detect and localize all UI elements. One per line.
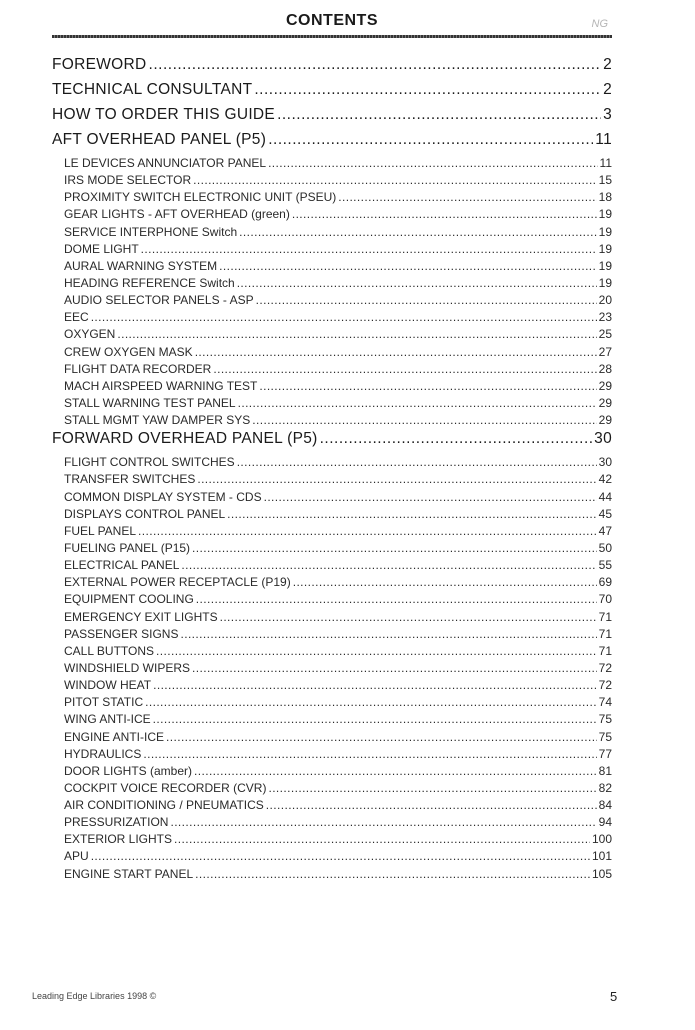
toc-entry-page: 71 bbox=[598, 643, 612, 658]
toc-entry bbox=[52, 455, 612, 472]
toc-entry-title: TRANSFER SWITCHES bbox=[64, 472, 196, 487]
dot-leader bbox=[138, 524, 597, 538]
header-rule bbox=[52, 35, 612, 38]
toc-entry-page: 11 bbox=[599, 156, 612, 170]
toc-entry-title: OXYGEN bbox=[64, 327, 116, 342]
toc-entry bbox=[52, 558, 612, 575]
toc-entry bbox=[52, 379, 612, 396]
dot-leader bbox=[292, 207, 597, 221]
dot-leader bbox=[196, 592, 597, 606]
toc-entry bbox=[52, 747, 612, 764]
toc-entry-page: 75 bbox=[598, 729, 612, 744]
dot-leader bbox=[268, 781, 596, 795]
dot-leader bbox=[180, 627, 596, 641]
toc-entry-page: 72 bbox=[598, 678, 612, 693]
dot-leader bbox=[213, 362, 596, 376]
toc-entry-title: HEADING REFERENCE Switch bbox=[64, 275, 235, 290]
toc-entry bbox=[52, 207, 612, 224]
dot-leader bbox=[117, 327, 596, 341]
dot-leader bbox=[195, 345, 597, 359]
toc-entry bbox=[52, 276, 612, 293]
toc-entry-title: COCKPIT VOICE RECORDER (CVR) bbox=[64, 780, 267, 795]
toc-entry-title: EXTERIOR LIGHTS bbox=[64, 832, 173, 847]
toc-entry-title: FORWARD OVERHEAD PANEL (P5) bbox=[52, 430, 318, 448]
toc-entry-title: FLIGHT DATA RECORDER bbox=[64, 361, 212, 376]
toc-entry-title: DOME LIGHT bbox=[64, 241, 139, 256]
dot-leader bbox=[219, 259, 597, 273]
toc-entry-title: AURAL WARNING SYSTEM bbox=[64, 258, 218, 273]
toc-entry bbox=[52, 644, 612, 661]
toc-entry bbox=[52, 327, 612, 344]
toc-entry-page: 29 bbox=[598, 413, 612, 428]
toc-entry-title: AIR CONDITIONING / PNEUMATICS bbox=[64, 798, 264, 813]
toc-entry-title: SERVICE INTERPHONE Switch bbox=[64, 224, 238, 239]
toc-entry bbox=[52, 849, 612, 866]
toc-entry-page: 44 bbox=[598, 489, 612, 504]
dot-leader bbox=[293, 575, 597, 589]
toc-entry-title: EMERGENCY EXIT LIGHTS bbox=[64, 609, 218, 624]
table-of-contents bbox=[52, 56, 612, 884]
dot-leader bbox=[192, 661, 597, 675]
toc-entry bbox=[52, 362, 612, 379]
dot-leader bbox=[153, 678, 597, 692]
toc-entry-title: PROXIMITY SWITCH ELECTRONIC UNIT (PSEU) bbox=[64, 190, 337, 205]
toc-entry bbox=[52, 310, 612, 327]
toc-entry bbox=[52, 764, 612, 781]
toc-entry-page: 75 bbox=[598, 712, 612, 727]
toc-entry-title: CREW OXYGEN MASK bbox=[64, 344, 193, 359]
toc-entry-page: 20 bbox=[598, 293, 612, 308]
dot-leader bbox=[268, 156, 597, 170]
toc-entry-title: DOOR LIGHTS (amber) bbox=[64, 763, 193, 778]
toc-entry bbox=[52, 661, 612, 678]
toc-entry-page: 100 bbox=[591, 832, 612, 847]
toc-entry bbox=[52, 345, 612, 362]
dot-leader bbox=[237, 455, 597, 469]
toc-entry-page: 81 bbox=[598, 763, 612, 778]
toc-section bbox=[52, 131, 612, 156]
dot-leader bbox=[145, 695, 597, 709]
toc-entry bbox=[52, 815, 612, 832]
toc-entry bbox=[52, 678, 612, 695]
toc-entry bbox=[52, 798, 612, 815]
toc-entry bbox=[52, 293, 612, 310]
toc-entry-title: STALL MGMT YAW DAMPER SYS bbox=[64, 413, 251, 428]
toc-entry bbox=[52, 396, 612, 413]
dot-leader bbox=[252, 413, 596, 427]
toc-section bbox=[52, 106, 612, 131]
toc-entry-title: LE DEVICES ANNUNCIATOR PANEL bbox=[64, 156, 267, 170]
toc-entry-page: 71 bbox=[598, 626, 612, 641]
toc-entry-title: WINDOW HEAT bbox=[64, 678, 152, 693]
toc-entry-title: STALL WARNING TEST PANEL bbox=[64, 395, 236, 410]
dot-leader bbox=[141, 242, 597, 256]
dot-leader bbox=[143, 747, 596, 761]
toc-entry-title: HOW TO ORDER THIS GUIDE bbox=[52, 106, 276, 123]
toc-entry bbox=[52, 173, 612, 190]
toc-entry-page: 71 bbox=[598, 609, 612, 624]
toc-entry bbox=[52, 695, 612, 712]
toc-entry bbox=[52, 541, 612, 558]
toc-entry-page: 23 bbox=[598, 310, 612, 325]
dot-leader bbox=[338, 190, 596, 204]
toc-entry-page: 101 bbox=[591, 849, 612, 864]
dot-leader bbox=[239, 225, 596, 239]
toc-entry-page: 94 bbox=[598, 815, 612, 830]
footer-page-number: 5 bbox=[610, 989, 618, 1004]
toc-entry-title: FUEL PANEL bbox=[64, 523, 137, 538]
toc-entry bbox=[52, 575, 612, 592]
toc-entry-page: 29 bbox=[598, 378, 612, 393]
dot-leader bbox=[197, 472, 596, 486]
toc-entry-page: 25 bbox=[598, 327, 612, 342]
toc-section bbox=[52, 81, 612, 106]
toc-entry-title: TECHNICAL CONSULTANT bbox=[52, 81, 253, 98]
header-mark: NG bbox=[591, 18, 608, 30]
toc-entry-title: AUDIO SELECTOR PANELS - ASP bbox=[64, 293, 254, 308]
toc-entry-title: DISPLAYS CONTROL PANEL bbox=[64, 506, 226, 521]
toc-entry-page: 77 bbox=[598, 746, 612, 761]
toc-entry-page: 19 bbox=[598, 258, 612, 273]
toc-entry bbox=[52, 472, 612, 489]
toc-entry-page: 47 bbox=[598, 523, 612, 538]
toc-entry bbox=[52, 507, 612, 524]
toc-entry-page: 42 bbox=[598, 472, 612, 487]
toc-entry-page: 30 bbox=[598, 455, 612, 470]
toc-entry-title: PRESSURIZATION bbox=[64, 815, 169, 830]
toc-entry-title: CALL BUTTONS bbox=[64, 643, 155, 658]
page-header bbox=[52, 10, 612, 36]
toc-entry bbox=[52, 712, 612, 729]
toc-section bbox=[52, 56, 612, 81]
dot-leader bbox=[237, 276, 597, 290]
toc-entry-title: ENGINE START PANEL bbox=[64, 866, 194, 881]
dot-leader bbox=[181, 558, 596, 572]
toc-entry-title: HYDRAULICS bbox=[64, 746, 142, 761]
toc-entry-title: WING ANTI-ICE bbox=[64, 712, 151, 727]
dot-leader bbox=[227, 507, 596, 521]
toc-entry-page: 27 bbox=[598, 344, 612, 359]
toc-entry bbox=[52, 190, 612, 207]
toc-entry-page: 2 bbox=[603, 81, 612, 98]
toc-entry-title: ELECTRICAL PANEL bbox=[64, 558, 180, 573]
toc-entry bbox=[52, 730, 612, 747]
dot-leader bbox=[254, 81, 601, 99]
toc-entry bbox=[52, 592, 612, 609]
dot-leader bbox=[194, 764, 597, 778]
toc-entry bbox=[52, 413, 612, 430]
footer-copyright: Leading Edge Libraries 1998 © bbox=[32, 991, 157, 1001]
toc-entry-page: 11 bbox=[595, 131, 612, 148]
dot-leader bbox=[156, 644, 597, 658]
toc-entry-title: COMMON DISPLAY SYSTEM - CDS bbox=[64, 489, 262, 504]
dot-leader bbox=[174, 832, 590, 846]
toc-entry-page: 69 bbox=[598, 575, 612, 590]
toc-entry-title: IRS MODE SELECTOR bbox=[64, 173, 192, 188]
toc-entry-page: 18 bbox=[598, 190, 612, 205]
toc-entry-page: 15 bbox=[598, 173, 612, 188]
toc-entry-title: EQUIPMENT COOLING bbox=[64, 592, 194, 607]
dot-leader bbox=[153, 712, 597, 726]
toc-entry-title: ENGINE ANTI-ICE bbox=[64, 729, 165, 744]
toc-entry bbox=[52, 610, 612, 627]
dot-leader bbox=[193, 173, 597, 187]
page-title: CONTENTS bbox=[286, 12, 378, 29]
dot-leader bbox=[149, 56, 602, 74]
toc-entry-title: FUELING PANEL (P15) bbox=[64, 540, 191, 555]
toc-entry-page: 19 bbox=[598, 207, 612, 222]
toc-entry-title: PASSENGER SIGNS bbox=[64, 626, 179, 641]
toc-entry-page: 82 bbox=[598, 780, 612, 795]
dot-leader bbox=[256, 293, 597, 307]
toc-entry-page: 74 bbox=[598, 695, 612, 710]
toc-entry bbox=[52, 524, 612, 541]
toc-entry bbox=[52, 156, 612, 173]
toc-entry bbox=[52, 781, 612, 798]
toc-entry-title: MACH AIRSPEED WARNING TEST bbox=[64, 378, 258, 393]
toc-entry-title: FLIGHT CONTROL SWITCHES bbox=[64, 455, 235, 470]
toc-entry-title: WINDSHIELD WIPERS bbox=[64, 660, 191, 675]
toc-entry-title: EXTERNAL POWER RECEPTACLE (P19) bbox=[64, 575, 291, 590]
toc-entry-title: AFT OVERHEAD PANEL (P5) bbox=[52, 131, 267, 148]
toc-entry-title: EEC bbox=[64, 310, 89, 325]
toc-entry-title: GEAR LIGHTS - AFT OVERHEAD (green) bbox=[64, 207, 290, 222]
toc-entry-page: 19 bbox=[598, 241, 612, 256]
dot-leader bbox=[266, 798, 597, 812]
toc-entry-title: PITOT STATIC bbox=[64, 695, 144, 710]
dot-leader bbox=[220, 610, 597, 624]
dot-leader bbox=[264, 490, 597, 504]
dot-leader bbox=[166, 730, 597, 744]
dot-leader bbox=[91, 849, 590, 863]
toc-entry-page: 28 bbox=[598, 361, 612, 376]
toc-section bbox=[52, 430, 612, 455]
dot-leader bbox=[320, 430, 593, 448]
toc-entry bbox=[52, 867, 612, 884]
toc-entry bbox=[52, 832, 612, 849]
toc-entry-page: 50 bbox=[598, 540, 612, 555]
toc-entry bbox=[52, 259, 612, 276]
toc-entry bbox=[52, 242, 612, 259]
toc-entry bbox=[52, 225, 612, 242]
dot-leader bbox=[238, 396, 597, 410]
toc-entry-page: 55 bbox=[598, 558, 612, 573]
dot-leader bbox=[170, 815, 596, 829]
toc-entry-page: 19 bbox=[598, 224, 612, 239]
dot-leader bbox=[192, 541, 597, 555]
toc-entry-page: 84 bbox=[598, 798, 612, 813]
toc-entry-page: 19 bbox=[598, 275, 612, 290]
toc-entry-page: 70 bbox=[598, 592, 612, 607]
toc-entry bbox=[52, 627, 612, 644]
toc-entry-page: 45 bbox=[598, 506, 612, 521]
dot-leader bbox=[277, 106, 601, 124]
toc-entry-page: 2 bbox=[603, 56, 612, 73]
toc-entry-title: FOREWORD bbox=[52, 56, 147, 73]
toc-entry-page: 30 bbox=[594, 430, 612, 448]
toc-entry-page: 105 bbox=[591, 866, 612, 881]
toc-entry-page: 29 bbox=[598, 395, 612, 410]
dot-leader bbox=[268, 131, 593, 149]
dot-leader bbox=[91, 310, 597, 324]
toc-entry bbox=[52, 490, 612, 507]
dot-leader bbox=[259, 379, 596, 393]
toc-entry-title: APU bbox=[64, 849, 89, 864]
toc-entry-page: 72 bbox=[598, 660, 612, 675]
toc-entry-page: 3 bbox=[603, 106, 612, 123]
dot-leader bbox=[195, 867, 590, 881]
